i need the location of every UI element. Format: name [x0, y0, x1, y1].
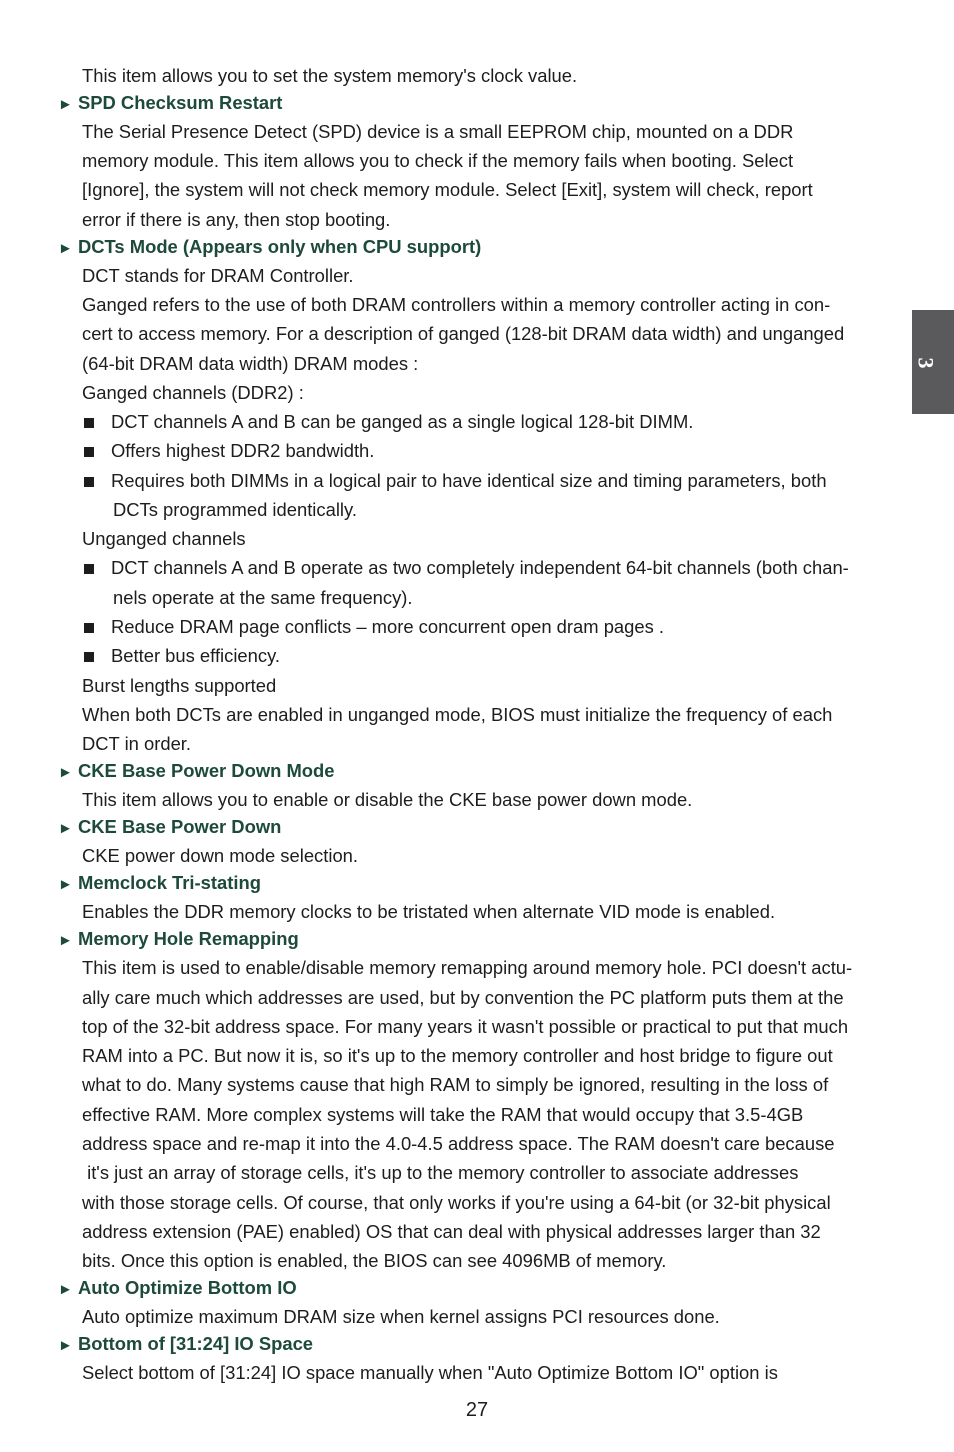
paragraph-line: cert to access memory. For a description of ganged (128-bit DRAM data width) and unganged [82, 323, 845, 344]
section-heading-auto-optimize [58, 1277, 297, 1301]
paragraph-line: what to do. Many systems cause that high RAM to simply be ignored, resulting in the loss of [82, 1074, 829, 1095]
paragraph-line: with those storage cells. Of course, that only works if you're using a 64-bit (or 32-bit physical [82, 1192, 831, 1213]
section-heading-cke-mode [58, 760, 335, 784]
paragraph-line: error if there is any, then stop booting. [82, 209, 391, 230]
heading-label: Auto Optimize Bottom IO [78, 1277, 297, 1298]
arrow-right-icon: ► [58, 240, 73, 257]
heading-label: Memory Hole Remapping [78, 928, 299, 949]
chapter-tab [912, 310, 954, 414]
list-item: Offers highest DDR2 bandwidth. [111, 440, 375, 461]
heading-label: CKE Base Power Down [78, 816, 282, 837]
paragraph-line: This item is used to enable/disable memory remapping around memory hole. PCI doesn't actu- [82, 957, 853, 978]
section-heading-dcts [58, 236, 481, 260]
list-item: Requires both DIMMs in a logical pair to have identical size and timing parameters, both [111, 470, 827, 491]
paragraph-line: [Ignore], the system will not check memory module. Select [Exit], system will check, report [82, 179, 813, 200]
paragraph-line: (64-bit DRAM data width) DRAM modes : [82, 353, 419, 374]
paragraph-line: CKE power down mode selection. [82, 845, 359, 866]
paragraph-line: Select bottom of [31:24] IO space manually when "Auto Optimize Bottom IO" option is [82, 1362, 778, 1383]
section-heading-memhole [58, 928, 299, 952]
paragraph-line: Auto optimize maximum DRAM size when kernel assigns PCI resources done. [82, 1306, 720, 1327]
bullet-square-icon [84, 623, 94, 633]
section-heading-cke [58, 816, 281, 840]
unganged-label: Unganged channels [82, 528, 246, 549]
bullet-square-icon [84, 564, 94, 574]
list-item-continuation: DCTs programmed identically. [113, 499, 357, 520]
chapter-number: 3 [913, 357, 939, 369]
paragraph-line: DCT in order. [82, 733, 192, 754]
bullet-square-icon [84, 652, 94, 662]
list-item: Better bus efficiency. [111, 645, 281, 666]
heading-label: Bottom of [31:24] IO Space [78, 1333, 314, 1354]
bullet-square-icon [84, 418, 94, 428]
paragraph-line: effective RAM. More complex systems will take the RAM that would occupy that 3.5-4GB [82, 1104, 804, 1125]
heading-label: DCTs Mode (Appears only when CPU support) [78, 236, 482, 257]
heading-label: CKE Base Power Down Mode [78, 760, 335, 781]
bullet-square-icon [84, 447, 94, 457]
section-heading-bottom-io [58, 1333, 313, 1357]
arrow-right-icon: ► [58, 820, 73, 837]
paragraph-line: The Serial Presence Detect (SPD) device is a small EEPROM chip, mounted on a DDR [82, 121, 794, 142]
arrow-right-icon: ► [58, 96, 73, 113]
page-number: 27 [465, 1399, 489, 1421]
paragraph-line: Enables the DDR memory clocks to be tristated when alternate VID mode is enabled. [82, 901, 776, 922]
arrow-right-icon: ► [58, 764, 73, 781]
paragraph-line: Ganged refers to the use of both DRAM controllers within a memory controller acting in con- [82, 294, 831, 315]
section-heading-spd [58, 92, 282, 116]
burst-label: Burst lengths supported [82, 675, 277, 696]
paragraph-line: When both DCTs are enabled in unganged mode, BIOS must initialize the frequency of each [82, 704, 833, 725]
arrow-right-icon: ► [58, 932, 73, 949]
list-item: Reduce DRAM page conflicts – more concurrent open dram pages . [111, 616, 665, 637]
ganged-label: Ganged channels (DDR2) : [82, 382, 304, 403]
heading-label: SPD Checksum Restart [78, 92, 283, 113]
heading-label: Memclock Tri-stating [78, 872, 261, 893]
arrow-right-icon: ► [58, 876, 73, 893]
arrow-right-icon: ► [58, 1337, 73, 1354]
paragraph-line: address space and re-map it into the 4.0-4.5 address space. The RAM doesn't care because [82, 1133, 835, 1154]
list-item: DCT channels A and B operate as two completely independent 64-bit channels (both chan- [111, 557, 849, 578]
paragraph-line: RAM into a PC. But now it is, so it's up to the memory controller and host bridge to figure out [82, 1045, 833, 1066]
paragraph-line: ally care much which addresses are used, but by convention the PC platform puts them at the [82, 987, 844, 1008]
paragraph-line: top of the 32-bit address space. For many years it wasn't possible or practical to put that much [82, 1016, 849, 1037]
paragraph-line: This item allows you to enable or disable the CKE base power down mode. [82, 789, 693, 810]
list-item: DCT channels A and B can be ganged as a single logical 128-bit DIMM. [111, 411, 694, 432]
paragraph-line: DCT stands for DRAM Controller. [82, 265, 354, 286]
paragraph-line: memory module. This item allows you to check if the memory fails when booting. Select [82, 150, 794, 171]
arrow-right-icon: ► [58, 1281, 73, 1298]
list-item-continuation: nels operate at the same frequency). [113, 587, 413, 608]
paragraph-line: bits. Once this option is enabled, the BIOS can see 4096MB of memory. [82, 1250, 667, 1271]
intro-text: This item allows you to set the system memory's clock value. [82, 65, 578, 86]
bullet-square-icon [84, 477, 94, 487]
section-heading-memclock [58, 872, 261, 896]
paragraph-line: it's just an array of storage cells, it's up to the memory controller to associate addresses [82, 1162, 799, 1183]
paragraph-line: address extension (PAE) enabled) OS that can deal with physical addresses larger than 32 [82, 1221, 821, 1242]
